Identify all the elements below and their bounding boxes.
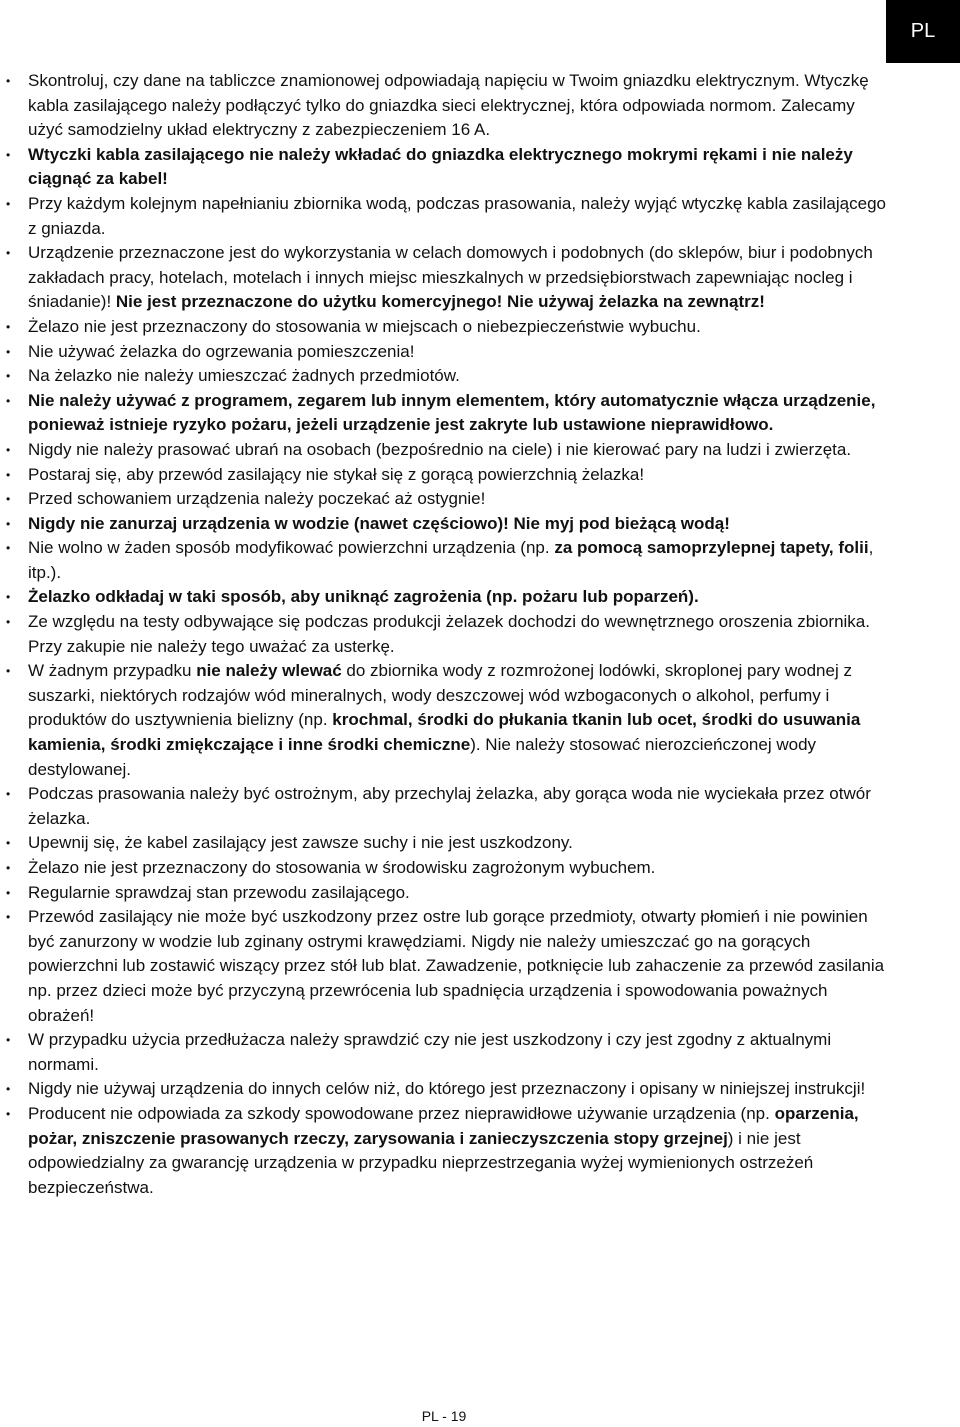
bullet-icon: •	[6, 1106, 11, 1121]
list-item	[0, 1077, 890, 1102]
text-run: Skontroluj, czy dane na tabliczce znamionowej odpowiadają napięciu w Twoim gniazdku elektrycznym. Wtyczkę kabla zasilającego należy podłączyć tylko do gniazdka sieci elektrycznej, która odpowiada normom. Zalecamy użyć samodzielny układ elektryczny z zabezpieczeniem 16 A.	[28, 71, 869, 140]
list-item	[0, 69, 890, 143]
bullet-icon: •	[6, 516, 11, 531]
text-run: W żadnym przypadku	[28, 661, 197, 681]
page-number: PL - 19	[421, 1408, 467, 1424]
text-run: Nigdy nie używaj urządzenia do innych celów niż, do którego jest przeznaczony i opisany w niniejszej instrukcji!	[28, 1079, 866, 1099]
bold-text-run: Nie jest przeznaczone do użytku komercyjnego! Nie używaj żelazka na zewnątrz!	[115, 292, 765, 312]
list-item	[0, 610, 890, 659]
text-run: , itp.).	[28, 538, 874, 582]
bullet-icon: •	[6, 910, 11, 925]
text-run: Żelazo nie jest przeznaczony do stosowania w miejscach o niebezpieczeństwie wybuchu.	[28, 316, 701, 336]
text-run: Regularnie sprawdzaj stan przewodu zasilającego.	[28, 882, 410, 902]
bullet-icon: •	[6, 344, 11, 359]
text-run: Nie używać żelazka do ogrzewania pomieszczenia!	[28, 341, 415, 361]
list-item	[0, 143, 890, 192]
bullet-icon: •	[6, 319, 11, 334]
bullet-icon: •	[6, 1082, 11, 1097]
list-item	[0, 463, 890, 488]
text-run: Podczas prasowania należy być ostrożnym, aby przechylaj żelazka, aby gorąca woda nie wyciekała przez otwór żelazka.	[28, 784, 871, 828]
list-item	[0, 315, 890, 340]
text-run: Urządzenie przeznaczone jest do wykorzystania w celach domowych i podobnych (do sklepów, biur i podobnych zakładach pracy, hotelach, motelach i innych miejsc mieszkalnych w przedsiębiorstwach zapewniając nocleg i śniadanie)!	[28, 243, 873, 312]
list-item	[0, 512, 890, 537]
bullet-icon: •	[6, 590, 11, 605]
bullet-icon: •	[6, 836, 11, 851]
text-run: do zbiornika wody z rozmrożonej lodówki, skroplonej pary wodnej z suszarki, niektórych rodzajów wód mineralnych, wody deszczowej wód wzbogaconych o alkohol, perfumy i produktów do usztywnienia bielizny (np.	[28, 661, 852, 730]
bullet-icon: •	[6, 246, 11, 261]
bullet-icon: •	[6, 787, 11, 802]
list-item	[0, 438, 890, 463]
bold-text-run: oparzenia, pożar, zniszczenie prasowanych rzeczy, zarysowania i zanieczyszczenia stopy grzejnej	[28, 1103, 859, 1148]
bullet-icon: •	[6, 74, 11, 88]
list-item	[0, 905, 890, 1028]
text-run: Przed schowaniem urządzenia należy poczekać aż ostygnie!	[28, 489, 486, 509]
bold-text-run: za pomocą samoprzylepnej tapety, folii	[554, 538, 869, 558]
list-item	[0, 192, 890, 241]
text-run: ) i nie jest odpowiedzialny za gwarancję urządzenia w przypadku nieprzestrzegania wyżej wymienionych ostrzeżeń bezpieczeństwa.	[28, 1128, 814, 1197]
language-tab: PL	[886, 0, 960, 63]
bullet-icon: •	[6, 615, 11, 630]
text-run: Upewnij się, że kabel zasilający jest zawsze suchy i nie jest uszkodzony.	[28, 833, 573, 853]
list-item	[0, 364, 890, 389]
bullet-icon: •	[6, 147, 11, 162]
bold-text-run: Wtyczki kabla zasilającego nie należy wkładać do gniazdka elektrycznego mokrymi rękami i nie należy ciągnąć za kabel!	[28, 144, 853, 189]
bullet-icon: •	[6, 885, 11, 900]
text-run: Nie wolno w żaden sposób modyfikować powierzchni urządzenia (np.	[28, 538, 555, 558]
text-run: ). Nie należy stosować nierozcieńczonej wody destylowanej.	[28, 735, 817, 779]
bold-text-run: Nigdy nie zanurzaj urządzenia w wodzie (nawet częściowo)! Nie myj pod bieżącą wodą!	[28, 513, 730, 533]
text-run: W przypadku użycia przedłużacza należy sprawdzić czy nie jest uszkodzony i czy jest zgodny z aktualnymi normami.	[28, 1030, 832, 1074]
text-run: Ze względu na testy odbywające się podczas produkcji żelazek dochodzi do wewnętrznego oroszenia zbiornika. Przy zakupie nie należy tego uważać za usterkę.	[28, 612, 870, 656]
text-run: Postaraj się, aby przewód zasilający nie stykał się z gorącą powierzchnią żelazka!	[28, 464, 645, 484]
bullet-icon: •	[6, 1033, 11, 1048]
bullet-icon: •	[6, 369, 11, 384]
list-item	[0, 1028, 890, 1077]
text-run: Nigdy nie należy prasować ubrań na osobach (bezpośrednio na ciele) i nie kierować pary na ludzi i zwierzęta.	[28, 439, 852, 459]
bullet-icon: •	[6, 393, 11, 408]
text-run: Producent nie odpowiada za szkody spowodowane przez nieprawidłowe używanie urządzenia (np.	[28, 1103, 775, 1123]
list-item	[0, 1102, 890, 1200]
list-item	[0, 487, 890, 512]
bold-text-run: nie należy wlewać	[196, 661, 342, 681]
bullet-icon: •	[6, 196, 11, 211]
text-run: Żelazo nie jest przeznaczony do stosowania w środowisku zagrożonym wybuchem.	[28, 858, 656, 877]
bullet-icon: •	[6, 541, 11, 556]
bullet-icon: •	[6, 492, 11, 507]
bullet-icon: •	[6, 467, 11, 482]
list-item	[0, 241, 890, 315]
bold-text-run: Nie należy używać z programem, zegarem lub innym elementem, który automatycznie włącza urządzenie, ponieważ istnieje ryzyko pożaru, jeżeli urządzenie jest zakryte lub ustawione nieprawidłowo.	[28, 390, 876, 435]
bold-text-run: Żelazko odkładaj w taki sposób, aby uniknąć zagrożenia (np. pożaru lub poparzeń).	[28, 587, 699, 607]
bullet-icon: •	[6, 442, 11, 457]
text-run: Przewód zasilający nie może być uszkodzony przez ostre lub gorące przedmioty, otwarty płomień i nie powinien być zanurzony w wodzie lub zginany ostrymi krawędziami. Nigdy nie należy umieszczać go na gorących powierzchni lub zostawić wiszący przez stół lub blat. Zawadzenie, potknięcie lub zahaczenie za przewód zasilania np. przez dzieci może być przyczyną przewrócenia lub spadnięcia urządzenia i spowodowania poważnych obrażeń!	[28, 907, 885, 1025]
bullet-icon: •	[6, 861, 11, 875]
list-item	[0, 389, 890, 438]
bullet-icon: •	[6, 664, 11, 679]
list-item	[0, 782, 890, 831]
list-item	[0, 881, 890, 906]
list-item	[0, 536, 890, 585]
list-item	[0, 340, 890, 365]
text-run: Na żelazko nie należy umieszczać żadnych przedmiotów.	[28, 366, 460, 386]
safety-instructions-list	[0, 69, 890, 1200]
list-item	[0, 585, 890, 610]
list-item	[0, 856, 890, 881]
bold-text-run: krochmal, środki do płukania tkanin lub ocet, środki do usuwania kamienia, środki zmiękczające i inne środki chemiczne	[28, 710, 861, 755]
list-item	[0, 831, 890, 856]
list-item	[0, 659, 890, 782]
text-run: Przy każdym kolejnym napełnianiu zbiornika wodą, podczas prasowania, należy wyjąć wtyczkę kabla zasilającego z gniazda.	[28, 193, 886, 238]
